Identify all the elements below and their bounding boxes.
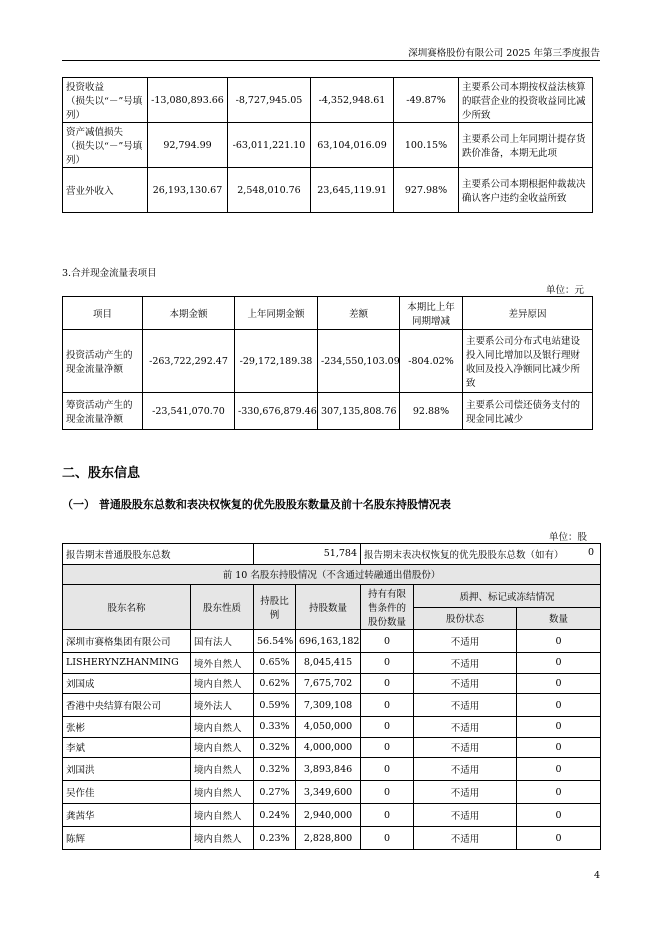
holder-amount: 0 bbox=[517, 758, 601, 781]
top10-title-row bbox=[63, 564, 601, 585]
holder-ratio: 0.59% bbox=[254, 694, 296, 717]
header-divider bbox=[62, 60, 600, 61]
row-item-name: 筹资活动产生的现金流量净额 bbox=[63, 393, 143, 430]
holder-ratio: 0.32% bbox=[254, 737, 296, 758]
difference: 63,104,016.09 bbox=[311, 123, 394, 168]
holder-name: LISHERYNZHANMING bbox=[63, 653, 191, 674]
holder-nature: 国有法人 bbox=[191, 630, 254, 653]
table-row bbox=[63, 827, 601, 850]
row-item-name: 营业外收入 bbox=[63, 168, 148, 213]
change-rate: 92.88% bbox=[400, 393, 463, 430]
change-rate: -49.87% bbox=[394, 78, 459, 123]
holder-restricted: 0 bbox=[361, 827, 414, 850]
holder-status: 不适用 bbox=[414, 781, 517, 804]
holder-ratio: 0.33% bbox=[254, 717, 296, 738]
header-ratio: 持股比 例 bbox=[254, 585, 296, 630]
holder-count: 4,000,000 bbox=[296, 737, 361, 758]
holder-status: 不适用 bbox=[414, 758, 517, 781]
prior-amount: -330,676,879.46 bbox=[235, 393, 318, 430]
holder-count: 8,045,415 bbox=[296, 653, 361, 674]
current-amount: 92,794.99 bbox=[148, 123, 228, 168]
table-header-row bbox=[63, 297, 593, 330]
holder-restricted: 0 bbox=[361, 804, 414, 827]
holder-restricted: 0 bbox=[361, 781, 414, 804]
holder-nature: 境内自然人 bbox=[191, 781, 254, 804]
holder-restricted: 0 bbox=[361, 694, 414, 717]
holder-name: 李斌 bbox=[63, 737, 191, 758]
holder-status: 不适用 bbox=[414, 804, 517, 827]
change-reason: 主要系公司上年同期计提存货跌价准备，本期无此项 bbox=[459, 123, 593, 168]
preferred-holders-label: 报告期末表决权恢复的优先股股东总数（如有） bbox=[364, 549, 564, 561]
holder-nature: 境内自然人 bbox=[191, 827, 254, 850]
holder-amount: 0 bbox=[517, 804, 601, 827]
holder-amount: 0 bbox=[517, 630, 601, 653]
holder-ratio: 0.32% bbox=[254, 758, 296, 781]
header-diff: 差额 bbox=[318, 297, 400, 330]
holder-status: 不适用 bbox=[414, 630, 517, 653]
table-row bbox=[63, 168, 593, 213]
holder-amount: 0 bbox=[517, 737, 601, 758]
holder-count: 3,349,600 bbox=[296, 781, 361, 804]
cashflow-table bbox=[62, 296, 593, 430]
row-item-name: 投资收益 （损失以“－”号填列） bbox=[63, 78, 148, 123]
holder-nature: 境内自然人 bbox=[191, 717, 254, 738]
table-row bbox=[63, 781, 601, 804]
holder-amount: 0 bbox=[517, 827, 601, 850]
holder-count: 4,050,000 bbox=[296, 717, 361, 738]
holder-nature: 境内自然人 bbox=[191, 673, 254, 694]
table-row bbox=[63, 758, 601, 781]
holder-restricted: 0 bbox=[361, 630, 414, 653]
header-prior: 上年同期金额 bbox=[235, 297, 318, 330]
table-row bbox=[63, 393, 593, 430]
holder-restricted: 0 bbox=[361, 737, 414, 758]
holder-ratio: 0.23% bbox=[254, 827, 296, 850]
header-rate: 本期比上年 同期增减 bbox=[400, 297, 463, 330]
prior-amount: 2,548,010.76 bbox=[228, 168, 311, 213]
current-amount: -23,541,070.70 bbox=[143, 393, 235, 430]
top10-title: 前 10 名股东持股情况（不含通过转融通出借股份） bbox=[63, 564, 601, 585]
table-row bbox=[63, 123, 593, 168]
change-rate: 927.98% bbox=[394, 168, 459, 213]
preferred-holders-cell bbox=[361, 544, 601, 565]
holder-amount: 0 bbox=[517, 694, 601, 717]
current-amount: -13,080,893.66 bbox=[148, 78, 228, 123]
holder-ratio: 56.54% bbox=[254, 630, 296, 653]
holder-name: 龚茜华 bbox=[63, 804, 191, 827]
cashflow-heading: 3.合并现金流量表项目 bbox=[62, 268, 157, 279]
page-header: 深圳赛格股份有限公司 2025 年第三季度报告 bbox=[408, 48, 600, 59]
difference: 307,135,808.76 bbox=[318, 393, 400, 430]
holder-count: 7,309,108 bbox=[296, 694, 361, 717]
holder-amount: 0 bbox=[517, 673, 601, 694]
holder-status: 不适用 bbox=[414, 694, 517, 717]
table-row bbox=[63, 673, 601, 694]
header-item: 项目 bbox=[63, 297, 143, 330]
holder-ratio: 0.65% bbox=[254, 653, 296, 674]
holder-nature: 境内自然人 bbox=[191, 737, 254, 758]
holder-name: 香港中央结算有限公司 bbox=[63, 694, 191, 717]
holder-name: 刘国成 bbox=[63, 673, 191, 694]
header-amount: 数量 bbox=[517, 607, 601, 630]
header-pledge: 质押、标记或冻结情况 bbox=[414, 585, 601, 608]
holder-status: 不适用 bbox=[414, 827, 517, 850]
header-reason: 差异原因 bbox=[463, 297, 593, 330]
prior-amount: -63,011,221.10 bbox=[228, 123, 311, 168]
summary-row bbox=[63, 544, 601, 565]
table-row bbox=[63, 737, 601, 758]
difference: -234,550,103.09 bbox=[318, 330, 400, 393]
prior-amount: -29,172,189.38 bbox=[235, 330, 318, 393]
page-number: 4 bbox=[594, 870, 601, 881]
change-reason: 主要系公司本期根据仲裁裁决确认客户违约金收益所致 bbox=[459, 168, 593, 213]
holder-nature: 境外法人 bbox=[191, 694, 254, 717]
table-row bbox=[63, 804, 601, 827]
total-holders-label: 报告期末普通股股东总数 bbox=[63, 544, 254, 565]
shareholders-unit: 单位：股 bbox=[549, 532, 588, 543]
difference: -4,352,948.61 bbox=[311, 78, 394, 123]
table-row bbox=[63, 653, 601, 674]
table-row bbox=[63, 694, 601, 717]
table-row bbox=[63, 78, 593, 123]
holder-name: 刘国洪 bbox=[63, 758, 191, 781]
holder-count: 7,675,702 bbox=[296, 673, 361, 694]
holder-name: 陈辉 bbox=[63, 827, 191, 850]
holder-status: 不适用 bbox=[414, 653, 517, 674]
holder-restricted: 0 bbox=[361, 717, 414, 738]
prior-amount: -8,727,945.05 bbox=[228, 78, 311, 123]
header-status: 股份状态 bbox=[414, 607, 517, 630]
change-rate: 100.15% bbox=[394, 123, 459, 168]
holder-nature: 境内自然人 bbox=[191, 758, 254, 781]
shareholder-rows bbox=[63, 630, 601, 850]
holder-restricted: 0 bbox=[361, 758, 414, 781]
header-restricted: 持有有限 售条件的 股份数量 bbox=[361, 585, 414, 630]
holder-amount: 0 bbox=[517, 781, 601, 804]
subsection-title: （一） 普通股股东总数和表决权恢复的优先股股东数量及前十名股东持股情况表 bbox=[62, 498, 451, 511]
header-count: 持股数量 bbox=[296, 585, 361, 630]
holder-count: 3,893,846 bbox=[296, 758, 361, 781]
change-reason: 主要系公司本期按权益法核算的联营企业的投资收益同比减少所致 bbox=[459, 78, 593, 123]
table-row bbox=[63, 630, 601, 653]
header-name: 股东名称 bbox=[63, 585, 191, 630]
cashflow-unit: 单位：元 bbox=[546, 285, 585, 296]
holder-restricted: 0 bbox=[361, 653, 414, 674]
holder-restricted: 0 bbox=[361, 673, 414, 694]
table-row bbox=[63, 330, 593, 393]
holder-status: 不适用 bbox=[414, 673, 517, 694]
holder-status: 不适用 bbox=[414, 737, 517, 758]
change-rate: -804.02% bbox=[400, 330, 463, 393]
current-amount: 26,193,130.67 bbox=[148, 168, 228, 213]
preferred-holders-value: 0 bbox=[588, 546, 595, 558]
section-title: 二、股东信息 bbox=[62, 466, 141, 481]
holder-amount: 0 bbox=[517, 653, 601, 674]
holder-nature: 境外自然人 bbox=[191, 653, 254, 674]
holder-name: 吴作佳 bbox=[63, 781, 191, 804]
holder-status: 不适用 bbox=[414, 717, 517, 738]
change-reason: 主要系公司分布式电站建设投入同比增加以及银行理财收回及投入净额同比减少所致 bbox=[463, 330, 593, 393]
row-item-name: 资产减值损失 （损失以“－”号填列） bbox=[63, 123, 148, 168]
holder-ratio: 0.27% bbox=[254, 781, 296, 804]
holder-ratio: 0.62% bbox=[254, 673, 296, 694]
current-amount: -263,722,292.47 bbox=[143, 330, 235, 393]
holder-count: 2,828,800 bbox=[296, 827, 361, 850]
income-items-table bbox=[62, 77, 593, 213]
holder-ratio: 0.24% bbox=[254, 804, 296, 827]
holder-nature: 境内自然人 bbox=[191, 804, 254, 827]
holder-count: 696,163,182 bbox=[296, 630, 361, 653]
difference: 23,645,119.91 bbox=[311, 168, 394, 213]
holder-amount: 0 bbox=[517, 717, 601, 738]
holder-name: 张彬 bbox=[63, 717, 191, 738]
table-header-row bbox=[63, 585, 601, 608]
shareholders-table bbox=[62, 543, 601, 850]
holder-count: 2,940,000 bbox=[296, 804, 361, 827]
row-item-name: 投资活动产生的现金流量净额 bbox=[63, 330, 143, 393]
holder-name: 深圳市赛格集团有限公司 bbox=[63, 630, 191, 653]
change-reason: 主要系公司偿还债务支付的现金同比减少 bbox=[463, 393, 593, 430]
header-nature: 股东性质 bbox=[191, 585, 254, 630]
header-current: 本期金额 bbox=[143, 297, 235, 330]
table-row bbox=[63, 717, 601, 738]
total-holders-value: 51,784 bbox=[254, 544, 361, 565]
